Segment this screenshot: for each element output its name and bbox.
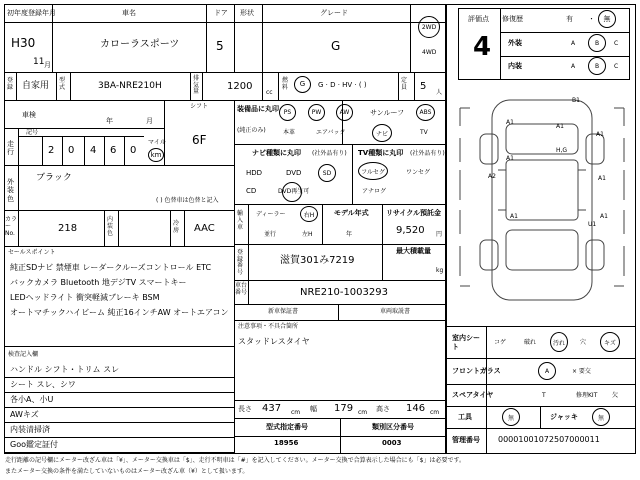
class-value: 0003	[382, 439, 402, 447]
jack-label: ジャッキ	[550, 413, 578, 421]
repair-no-circle	[598, 10, 616, 28]
mileage-digit: 0	[68, 145, 75, 156]
exterior-c: C	[614, 40, 619, 47]
navi-dvd: DVD	[286, 169, 302, 177]
chassis-label: 車台番号	[235, 282, 248, 296]
sales-point-line: バックカメラ Bluetooth 地デジTV スマートキー	[10, 278, 187, 287]
equip-navi-circle	[372, 124, 392, 142]
inspector-note-line: シート スレ、シワ	[10, 380, 76, 389]
navi-label: ナビ種類に丸印	[252, 149, 301, 157]
inspector-note-line: 内装清掃済	[10, 425, 50, 434]
height-value: 146	[406, 403, 426, 414]
max-load-label: 最大積載量	[396, 247, 431, 255]
displacement-label: 排気量	[193, 75, 200, 96]
width-unit: cm	[358, 409, 368, 416]
tools-value: 無	[507, 414, 514, 422]
interior-yogore-circle	[550, 332, 568, 352]
import-dealer: ディーラー	[256, 211, 286, 218]
sales-point-line: 純正SDナビ 禁煙車 レーダークルーズコントロール ETC	[10, 263, 212, 272]
tv-fullseg-circle	[358, 162, 388, 180]
length-unit: cm	[291, 409, 301, 416]
trunk-panel	[506, 230, 578, 270]
drive-2wd-circle	[418, 16, 440, 38]
front-glass-a-circle	[538, 362, 556, 380]
inspector-note-line: 各小A、小U	[10, 395, 54, 404]
equip-aw: AW	[339, 109, 350, 116]
equip-navi: ナビ	[375, 130, 388, 138]
inspector-notes-label: 検査記入欄	[8, 351, 39, 358]
mark-hg: H,G	[556, 147, 568, 154]
mileage-digit: 2	[48, 145, 55, 156]
inspection-month-unit: 月	[146, 117, 153, 125]
tools-label: 工具	[458, 413, 472, 421]
interior-ana: 穴	[580, 339, 587, 346]
import-label: 輸入車	[237, 210, 244, 232]
grade-value: G	[331, 39, 341, 53]
sales-point-line: LEDヘッドライト 衝突軽減ブレーキ BSM	[10, 293, 160, 302]
import-parallel: 並行	[264, 231, 277, 238]
equip-aw-circle	[336, 104, 353, 121]
type-cert-value: 18956	[274, 439, 299, 447]
hood-panel	[506, 124, 578, 154]
mark-a1-front-right: A1	[596, 131, 604, 138]
equip-pw-circle	[308, 104, 325, 121]
car-name: カローラスポーツ	[100, 39, 180, 50]
footer-note-2: またメーター交換の条件を満たしていないものはメーター改ざん車（¥）として扱います。	[5, 468, 249, 475]
fuel-options: G · D · HV · ( )	[318, 81, 367, 89]
equip-ps: PS	[283, 109, 292, 116]
class-label: 類別区分番号	[372, 423, 414, 431]
interior-koge: コゲ	[494, 339, 507, 346]
note-label: 注意事項・不具合箇所	[238, 323, 299, 330]
displacement-value: 1200	[227, 81, 253, 92]
front-left-wheel	[480, 134, 498, 164]
rear-right-wheel	[586, 240, 604, 270]
mark-a1-front-center: A1	[556, 123, 564, 130]
navi-sd-circle	[318, 164, 336, 182]
drive-2wd: 2WD	[421, 23, 437, 31]
jack-circle	[592, 408, 610, 426]
equipment-label: 装備品に丸印	[237, 105, 279, 113]
cc-unit: cc	[266, 89, 273, 96]
color-note: ( ) 色替車は色替と記入	[156, 197, 219, 204]
mileage-digit: 4	[90, 145, 97, 156]
mileage-km-circle	[148, 148, 164, 162]
interior-yabure: 破れ	[524, 339, 537, 346]
use-value: 自家用	[22, 81, 50, 91]
equip-tv: TV	[420, 129, 428, 136]
sales-point-line: オートマチックハイビーム 純正16インチAW オートエアコン	[10, 308, 229, 317]
score-value: 4	[473, 32, 492, 62]
shift-label: シフト	[190, 103, 209, 110]
interior-grade-label: 内装	[508, 62, 522, 70]
reg-number-label: 登録番号	[237, 249, 244, 276]
first-reg-month-unit: 月	[44, 61, 51, 69]
recycle-unit: 円	[436, 231, 443, 238]
color-no-label: カラーNo.	[5, 216, 18, 238]
drive-4wd: 4WD	[422, 49, 437, 56]
ac-label: 冷房	[173, 220, 180, 235]
exterior-color: ブラック	[36, 173, 72, 183]
chassis-value: NRE210-1003293	[300, 287, 388, 298]
shift-value: 6F	[192, 133, 207, 147]
repair-yes: 有	[566, 15, 573, 23]
equipment-sub: (純正のみ)	[237, 127, 266, 134]
handle-r: 右H	[303, 211, 315, 219]
reg-label: 登録	[7, 77, 14, 91]
inspector-note-line: AWキズ	[10, 410, 39, 419]
roof-panel	[506, 160, 578, 220]
doors-label: ドア	[214, 9, 228, 17]
fuel-label: 燃料	[282, 77, 289, 91]
doors-value: 5	[216, 39, 224, 53]
recycle-label: リサイクル預託金	[386, 209, 442, 217]
model-value: 3BA-NRE210H	[98, 81, 162, 91]
exterior-grade-label: 外装	[508, 39, 522, 47]
equip-pw: PW	[311, 109, 322, 116]
equip-leather: 本革	[283, 129, 296, 136]
mark-u1: U1	[588, 221, 597, 228]
ac-value: AAC	[194, 223, 215, 234]
front-right-wheel	[586, 131, 604, 164]
interior-kizu: キズ	[604, 339, 616, 347]
height-unit: cm	[430, 409, 440, 416]
length-value: 437	[262, 403, 282, 414]
reg-number-value: 滋賀301み7219	[280, 255, 355, 266]
grade-label: グレード	[320, 9, 348, 17]
tools-circle	[502, 408, 520, 426]
recycle-value: 9,520	[396, 225, 425, 236]
handle-l: 左H	[302, 231, 313, 238]
width-label: 幅	[310, 405, 317, 413]
interior-yogore: 汚れ	[552, 339, 565, 347]
spare-tire-missing: 欠	[612, 392, 619, 399]
spare-tire-kit: 修理KIT	[576, 392, 598, 399]
inspector-note-line: ハンドル シフト・トリム スレ	[10, 365, 120, 374]
rear-left-wheel	[480, 240, 498, 270]
interior-detail-label: 室内シート	[452, 334, 480, 352]
length-label: 長さ	[238, 405, 252, 413]
mark-a2-left: A2	[488, 173, 496, 180]
tv-sub: (社外品有り)	[410, 150, 445, 157]
navi-sd: SD	[322, 169, 332, 177]
capacity-unit: 人	[436, 89, 443, 96]
car-name-label: 車名	[122, 9, 136, 17]
navi-dvd-play: DVD再生可	[278, 188, 310, 195]
mileage-mile-unit: マイル	[148, 139, 166, 146]
control-number-label: 管理番号	[452, 436, 480, 444]
mileage-km: km	[150, 150, 162, 159]
mileage-digit: 6	[110, 145, 117, 156]
fuel-selected: G	[299, 80, 306, 88]
vehicle-manual: 車両取説書	[380, 308, 411, 315]
note-value: スタッドレスタイヤ	[238, 337, 310, 346]
first-reg-year: H30	[11, 36, 36, 50]
mark-a1-rear-left: A1	[510, 213, 518, 220]
exterior-b: B	[594, 39, 600, 47]
width-value: 179	[334, 403, 354, 414]
first-reg-label: 初年度登録年月	[7, 9, 56, 17]
handle-r-circle	[300, 206, 318, 222]
repair-no: 無	[603, 14, 611, 23]
mileage-sub-label: 記号	[26, 129, 39, 136]
type-cert-label: 型式指定番号	[266, 423, 308, 431]
car-damage-diagram	[452, 90, 632, 320]
new-car-warranty: 新車保証書	[268, 308, 299, 315]
left-side-outline	[460, 108, 470, 286]
navi-dvd-play-circle	[282, 182, 302, 202]
tv-oneseg: ワンセグ	[406, 169, 431, 176]
shape-label: 形状	[240, 9, 254, 17]
score-label: 評価点	[468, 15, 489, 23]
tv-analog: アナログ	[362, 188, 387, 195]
color-no: 218	[58, 223, 78, 234]
mark-a1-left-door: A1	[506, 155, 514, 162]
tv-label: TV種類に丸印	[358, 149, 404, 157]
capacity-label: 定員	[401, 77, 408, 91]
mark-b1: B1	[572, 97, 580, 104]
model-year-unit: 年	[346, 231, 353, 238]
equip-abs-circle	[416, 104, 435, 121]
inspection-label: 車検	[22, 111, 36, 119]
exterior-a: A	[571, 40, 576, 47]
inspector-note-line: Goo鑑定証付	[10, 440, 58, 449]
exterior-b-circle	[588, 34, 606, 52]
spare-tire-t: T	[542, 392, 546, 399]
tv-fullseg: フルセグ	[361, 168, 385, 176]
navi-hdd: HDD	[246, 169, 263, 177]
front-glass-label: フロントガラス	[452, 367, 501, 375]
repair-label: 修復歴	[502, 15, 523, 23]
control-number-value: 00001001072507000011	[498, 435, 600, 444]
navi-cd: CD	[246, 187, 257, 195]
exterior-color-label: 外装色	[7, 178, 14, 203]
mark-a1-right-door: A1	[598, 175, 606, 182]
interior-color-label: 内装色	[107, 216, 114, 238]
footer-note-1: 走行距離の記号欄にメーター改ざん車は「¥」、メーター交換車は「$」、走行不明車は「#」を記入してください。メーター交換で合算表示した場合にも「$」は必要です。	[5, 457, 466, 464]
front-glass-a: A	[544, 367, 550, 375]
interior-c: C	[614, 63, 619, 70]
inspection-year-unit: 年	[106, 117, 113, 125]
interior-kizu-circle	[600, 332, 620, 352]
spare-tire-label: スペアタイヤ	[452, 391, 494, 399]
max-load-unit: kg	[436, 267, 444, 274]
sales-points-label: セールスポイント	[8, 249, 56, 256]
equip-abs: ABS	[419, 109, 432, 116]
interior-b: B	[594, 62, 600, 70]
equip-sunroof: サンルーフ	[370, 109, 405, 117]
model-label: 型式	[59, 77, 66, 91]
first-reg-month: 11	[33, 57, 45, 67]
equip-airbag: エアバック	[316, 129, 346, 136]
interior-b-circle	[588, 57, 606, 75]
mark-a1-front-left: A1	[506, 119, 514, 126]
capacity-value: 5	[420, 81, 427, 92]
model-year-label: モデル年式	[334, 209, 369, 217]
jack-value: 無	[597, 414, 604, 422]
fuel-g-circle	[294, 76, 311, 93]
equip-ps-circle	[279, 104, 296, 121]
mark-a1-rear-right: A1	[600, 213, 608, 220]
right-side-outline	[614, 108, 624, 286]
mileage-digit: 0	[130, 145, 137, 156]
interior-a: A	[571, 63, 576, 70]
navi-sub: (社外品有り)	[312, 150, 347, 157]
height-label: 高さ	[376, 405, 390, 413]
front-glass-replace: × 要交	[572, 368, 591, 375]
mileage-label: 走行	[7, 140, 14, 157]
